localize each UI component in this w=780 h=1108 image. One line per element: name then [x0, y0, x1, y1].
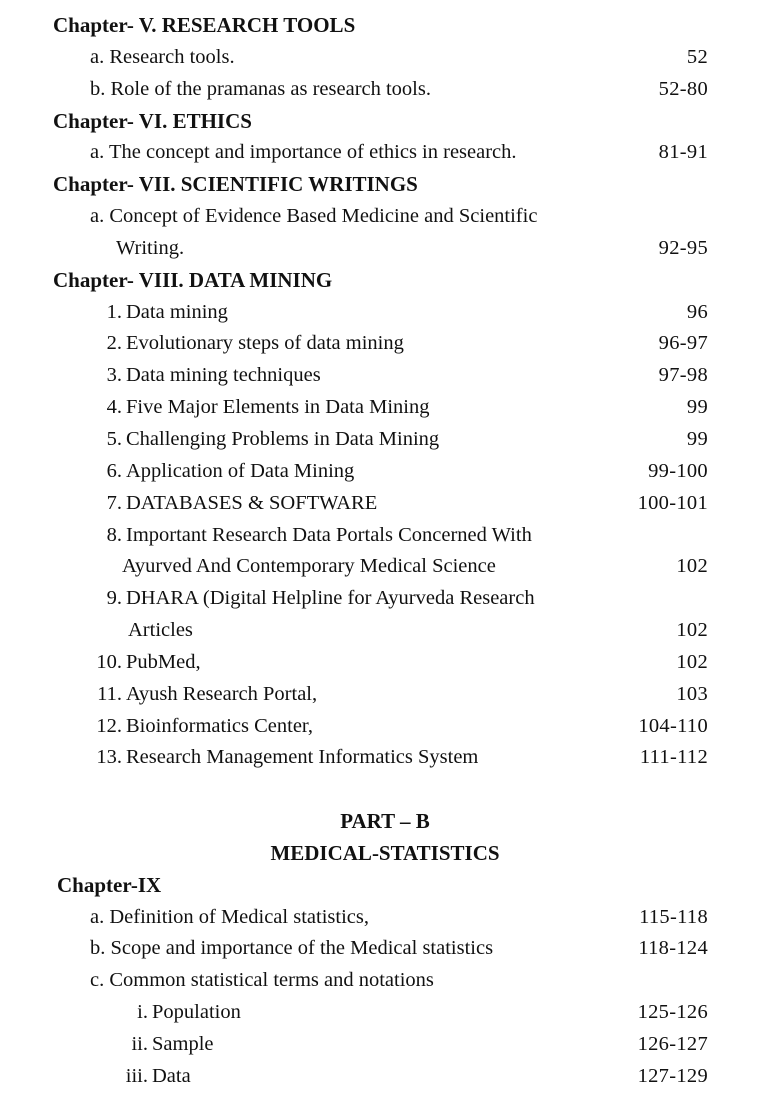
entry-title: Chapter- VI. ETHICS	[53, 108, 252, 133]
page-number: 99-100	[648, 459, 708, 482]
toc-entry	[0, 392, 780, 424]
entry-title: c. Common statistical terms and notations	[90, 969, 434, 992]
entry-number: 6.	[106, 459, 122, 482]
page-number: 52	[686, 45, 708, 68]
chapter-heading	[0, 106, 780, 138]
entry-number: i.	[137, 1001, 148, 1024]
toc-entry	[0, 965, 780, 997]
toc-entry	[0, 456, 780, 488]
entry-number: 13.	[96, 746, 122, 769]
page-number: 103	[676, 682, 708, 705]
page-number: 102	[676, 619, 708, 642]
entry-title: Important Research Data Portals Concerned With	[126, 523, 532, 546]
toc-entry	[0, 902, 780, 934]
entry-title: Ayush Research Portal,	[126, 682, 318, 705]
page-number: 104-110	[638, 714, 708, 737]
entry-title: a. Concept of Evidence Based Medicine and Scientific	[90, 205, 538, 228]
toc-entry	[0, 647, 780, 679]
page-number: 102	[676, 555, 708, 578]
page-number: 81-91	[658, 141, 708, 164]
entry-title: Bioinformatics Center,	[126, 714, 314, 737]
entry-number: 10.	[96, 650, 122, 673]
entry-number: 7.	[106, 491, 122, 514]
entry-number: 2.	[106, 332, 122, 355]
toc-entry	[0, 137, 780, 169]
chapter-heading	[0, 265, 780, 297]
toc-entry	[0, 201, 780, 233]
page-number: 96	[686, 300, 708, 323]
entry-title-continuation: Articles	[128, 619, 193, 642]
entry-title: Chapter- VII. SCIENTIFIC WRITINGS	[53, 172, 418, 197]
page-number: 111-112	[639, 746, 708, 769]
entry-title: DHARA (Digital Helpline for Ayurveda Research	[126, 587, 535, 610]
entry-number: 9.	[106, 587, 122, 610]
toc-entry	[0, 679, 780, 711]
toc-entry	[0, 42, 780, 74]
toc-entry	[0, 742, 780, 774]
page-number: 127-129	[637, 1064, 708, 1087]
entry-title: a. Research tools.	[90, 45, 235, 68]
entry-number: iii.	[125, 1064, 148, 1087]
entry-title: Population	[152, 1001, 241, 1024]
page-number: 102	[676, 650, 708, 673]
page-number: 126-127	[637, 1033, 708, 1055]
entry-title-continuation: Writing.	[116, 236, 185, 259]
entry-title: Chapter- VIII. DATA MINING	[53, 267, 333, 292]
toc-entry	[0, 328, 780, 360]
page-number: 99	[686, 396, 708, 419]
page-number: 97-98	[658, 364, 708, 387]
entry-title-continuation: Ayurved And Contemporary Medical Science	[122, 555, 496, 578]
entry-title: Challenging Problems in Data Mining	[126, 427, 440, 450]
toc-entry	[0, 1061, 780, 1093]
entry-number: 4.	[106, 396, 122, 419]
toc-entry	[0, 997, 780, 1029]
entry-number: 5.	[106, 427, 122, 450]
toc-entry-continuation	[0, 233, 780, 265]
chapter-heading	[0, 169, 780, 201]
entry-title: Evolutionary steps of data mining	[126, 332, 404, 355]
toc-entry	[0, 488, 780, 520]
entry-title: Research Management Informatics System	[126, 746, 479, 769]
toc-entry	[0, 520, 780, 552]
page-number: 99	[686, 427, 708, 450]
entry-title: Data	[152, 1064, 191, 1087]
entry-number: 8.	[106, 523, 122, 546]
entry-title: Data mining	[126, 300, 228, 323]
entry-title: a. Definition of Medical statistics,	[90, 905, 369, 928]
table-of-contents	[0, 10, 780, 1093]
page-number: 125-126	[637, 1001, 708, 1024]
entry-title: Five Major Elements in Data Mining	[126, 396, 430, 419]
entry-title: a. The concept and importance of ethics in research.	[90, 141, 517, 164]
entry-title: Data mining techniques	[126, 364, 321, 387]
page-number: 100-101	[637, 491, 708, 514]
toc-entry	[0, 360, 780, 392]
entry-number: 12.	[96, 714, 122, 737]
page-number: 96-97	[658, 332, 708, 355]
toc-entry	[0, 1029, 780, 1061]
entry-number: 3.	[106, 364, 122, 387]
entry-title: DATABASES & SOFTWARE	[126, 491, 378, 514]
page-number: 92-95	[658, 236, 708, 259]
toc-entry	[0, 424, 780, 456]
toc-entry-continuation	[0, 615, 780, 647]
chapter-heading	[0, 870, 780, 902]
toc-entry	[0, 74, 780, 106]
spacer	[0, 774, 780, 806]
entry-title: Chapter- V. RESEARCH TOOLS	[53, 13, 356, 37]
toc-entry-continuation	[0, 551, 780, 583]
page-number: 118-124	[638, 937, 708, 960]
page-number: 52-80	[658, 77, 708, 100]
part-heading	[0, 838, 780, 870]
toc-entry	[0, 583, 780, 615]
part-heading	[0, 806, 780, 838]
chapter-heading	[0, 10, 780, 42]
toc-entry	[0, 711, 780, 743]
entry-title: MEDICAL-STATISTICS	[270, 840, 500, 865]
toc-entry	[0, 933, 780, 965]
entry-title: b. Scope and importance of the Medical statistics	[90, 937, 494, 960]
entry-title: PubMed,	[126, 650, 201, 673]
entry-title: PART – B	[340, 809, 430, 834]
entry-title: b. Role of the pramanas as research tools.	[90, 77, 431, 100]
toc-entry	[0, 297, 780, 329]
page-number: 115-118	[639, 905, 708, 928]
entry-number: 11.	[97, 682, 122, 705]
entry-title: Sample	[152, 1033, 214, 1055]
entry-title: Application of Data Mining	[126, 459, 355, 482]
entry-number: ii.	[131, 1033, 148, 1055]
entry-title: Chapter-IX	[57, 872, 162, 897]
entry-number: 1.	[106, 300, 122, 323]
